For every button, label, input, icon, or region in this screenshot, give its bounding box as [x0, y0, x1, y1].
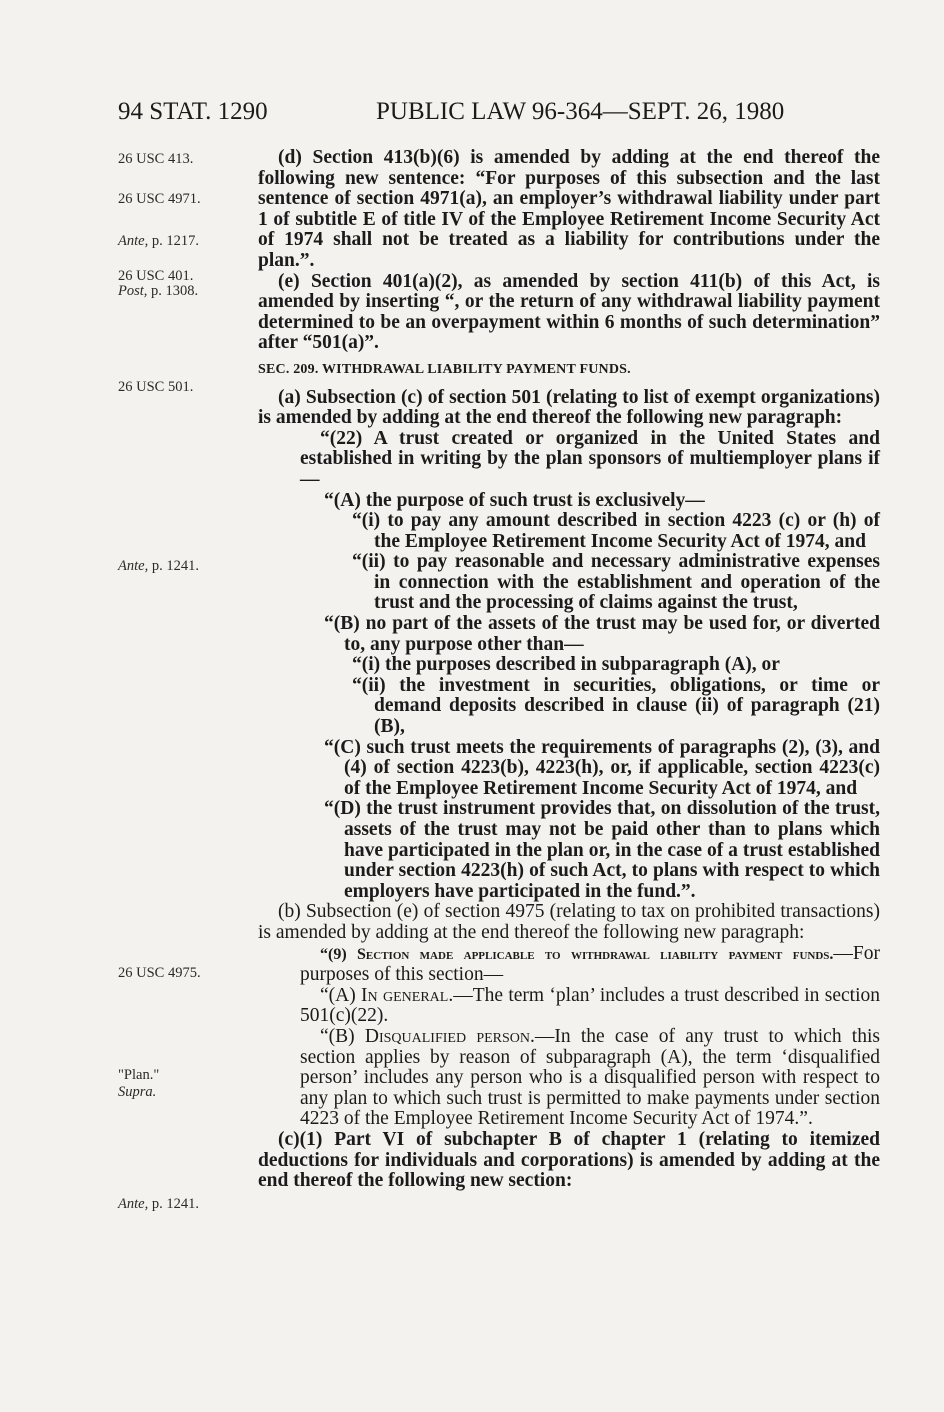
margin-note: "Plan.": [118, 1067, 160, 1083]
paragraph-9-text: —For purposes of this section—: [300, 942, 880, 986]
margin-note: 26 USC 4975.: [118, 965, 201, 981]
paragraph-22: “(22) A trust created or organized in the United States and established in writing by the plan sponsors of multiemployer plans if—: [300, 427, 880, 490]
page-header: [118, 98, 878, 132]
margin-note: 26 USC 4971.: [118, 191, 201, 207]
clause-a-i: “(i) to pay any amount described in section 4223 (c) or (h) of the Employee Retirement Income Security Act of 1974, and: [352, 510, 880, 552]
subsection-e: (e) Section 401(a)(2), as amended by section 411(b) of this Act, is amended by inserting “, or the return of any withdrawal liability payment determined to be an overpayment within 6 months of such determination” after “501(a)”.: [258, 270, 880, 354]
subparagraph-d: “(D) the trust instrument provides that, on dissolution of the trust, assets of the trust may not be paid other than to plans which have participated in the plan or, in the case of a trust established under section 4223(h) of such Act, to plans with respect to which employers have participated in the fund.”.: [324, 798, 880, 902]
clause-b-i: “(i) the purposes described in subparagraph (A), or: [352, 654, 780, 676]
subparagraph-disqualified: [258, 1027, 880, 1130]
subparagraph-b: “(B) no part of the assets of the trust may be used for, or diverted to, any purpose other than—: [324, 613, 880, 655]
margin-note: 26 USC 401.: [118, 268, 194, 284]
subparagraph-general-text: —The term ‘plan’ includes a trust described in section 501(c)(22).: [300, 984, 880, 1027]
margin-note: [118, 233, 238, 250]
margin-note: [118, 1196, 238, 1213]
subsection-b: (b) Subsection (e) of section 4975 (relating to tax on prohibited transactions) is amended by adding at the end thereof the following new paragraph:: [258, 901, 880, 943]
margin-note: 26 USC 413.: [118, 151, 194, 167]
subparagraph-c: “(C) such trust meets the requirements of paragraphs (2), (3), and (4) of section 4223(b), 4223(h), or, if applicable, section 4223(c) of the Employee Retirement Income Security Act of 1974, and: [324, 736, 880, 799]
main-text-column: [258, 148, 880, 1192]
subparagraph-a: “(A) the purpose of such trust is exclusively—: [324, 489, 705, 511]
paragraph-9: [258, 944, 880, 986]
margin-note-ref: Ante,: [118, 558, 149, 574]
margin-note-ref: Post,: [118, 283, 148, 299]
margin-note-ref: Supra.: [118, 1084, 157, 1100]
clause-b-ii: “(ii) the investment in securities, obligations, or time or demand deposits described in clause (ii) of paragraph (21)(B),: [352, 674, 880, 738]
subparagraph-disqualified-heading: “(B) Disqualified person.: [320, 1025, 535, 1047]
margin-note: [118, 558, 238, 575]
paragraph-9-heading: “(9) Section made applicable to withdrawal liability payment funds.: [320, 945, 834, 963]
subparagraph-disqualified-text: —In the case of any trust to which this section applies by reason of subparagraph (A), the term ‘disqualified person’ includes any person who is a disqualified person with respect to any plan to which such trust is permitted to make payments under section 4223 of the Employee Retirement Income Security Act of 1974.”.: [300, 1025, 880, 1130]
margin-note-ref: Ante,: [118, 233, 149, 249]
subsection-c1: (c)(1) Part VI of subchapter B of chapter 1 (relating to itemized deductions for individuals and corporations) is amended by adding at the end thereof the following new section:: [258, 1128, 880, 1192]
margin-note: [118, 1084, 238, 1101]
margin-note: 26 USC 501.: [118, 379, 194, 395]
stat-page-number: 94 STAT. 1290: [118, 98, 268, 125]
margin-note-page: p. 1241.: [151, 558, 199, 574]
margin-note: [118, 283, 238, 300]
subparagraph-general-heading: “(A) In general.: [320, 984, 454, 1006]
margin-note-page: p. 1241.: [151, 1196, 199, 1212]
margin-note-ref: Ante,: [118, 1196, 149, 1212]
clause-a-ii: “(ii) to pay reasonable and necessary administrative expenses in connection with the establishment and operation of the trust and the processing of claims against the trust,: [352, 551, 880, 614]
subsection-d: (d) Section 413(b)(6) is amended by adding at the end thereof the following new sentence: “For purposes of this subsection and the last sentence of section 4971(a), an employer’s withdrawal liability under part 1 of subtitle E of title IV of the Employee Retirement Income Security Act of 1974 shall not be treated as a liability for contributions under the plan.”.: [258, 147, 880, 271]
section-heading: SEC. 209. WITHDRAWAL LIABILITY PAYMENT FUNDS.: [258, 361, 631, 377]
margin-note-page: p. 1217.: [151, 233, 199, 249]
subparagraph-general: [258, 986, 880, 1027]
running-title: PUBLIC LAW 96-364—SEPT. 26, 1980: [376, 98, 785, 125]
margin-note-page: p. 1308.: [151, 283, 199, 299]
subsection-a: (a) Subsection (c) of section 501 (relating to list of exempt organizations) is amended by adding at the end thereof the following new paragraph:: [258, 386, 880, 429]
